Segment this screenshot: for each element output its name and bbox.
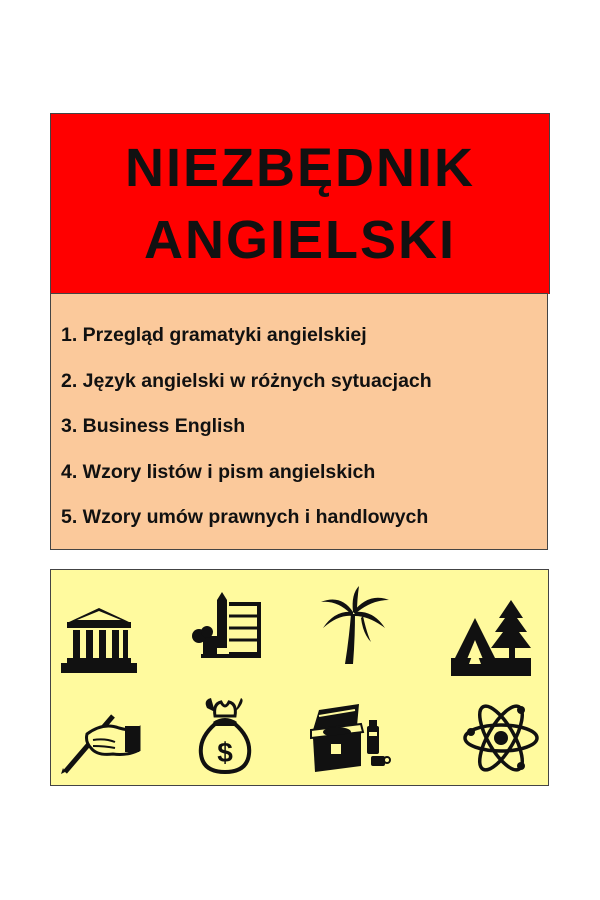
title-banner	[50, 113, 550, 294]
title-line-2: ANGIELSKI	[143, 210, 457, 270]
title-line-1: NIEZBĘDNIK	[124, 138, 475, 198]
tent-tree-icon	[449, 596, 533, 680]
contents-list-panel	[50, 293, 548, 550]
writing-hand-icon	[57, 694, 141, 778]
money-bag-icon	[185, 694, 269, 778]
classical-building-icon	[57, 600, 141, 684]
contents-item-3: 3. Business English	[61, 415, 246, 437]
svg-text:$: $	[217, 737, 233, 768]
contents-item-5: 5. Wzory umów prawnych i handlowych	[61, 506, 429, 528]
contents-item-1: 1. Przegląd gramatyki angielskiej	[61, 324, 367, 346]
office-building-icon	[187, 592, 271, 676]
atom-icon	[459, 694, 543, 778]
contents-item-4: 4. Wzory listów i pism angielskich	[61, 460, 376, 483]
treasure-chest-icon	[307, 696, 391, 780]
palm-tree-icon	[311, 584, 395, 668]
contents-list	[51, 294, 547, 552]
contents-item-2: 2. Język angielski w różnych sytuacjach	[61, 369, 432, 392]
icons-panel	[50, 569, 549, 786]
